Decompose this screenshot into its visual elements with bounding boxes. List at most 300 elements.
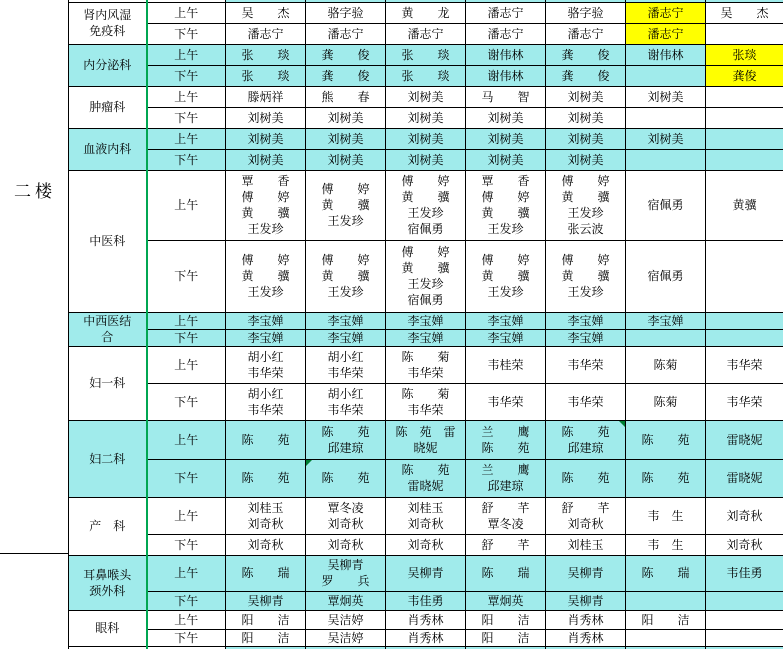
schedule-cell[interactable]	[466, 346, 546, 383]
schedule-cell[interactable]	[306, 107, 386, 128]
schedule-row	[69, 128, 783, 149]
schedule-cell[interactable]	[386, 555, 466, 591]
doctor-name-line: 吴 杰	[226, 5, 305, 21]
doctor-name-line: 王发珍	[306, 213, 385, 229]
schedule-cell[interactable]	[386, 44, 466, 65]
doctor-name-line: 刘树美	[386, 131, 465, 147]
doctor-name-line: 黄 骥	[546, 189, 625, 205]
schedule-cell[interactable]	[226, 312, 306, 329]
doctor-name-line: 张 琰	[226, 47, 305, 63]
time-cell[interactable]	[147, 240, 226, 312]
schedule-cell[interactable]	[306, 23, 386, 44]
department-cell[interactable]	[69, 86, 147, 128]
doctor-name-line: 刘树美	[306, 152, 385, 168]
time-label-line: 下午	[148, 630, 226, 646]
schedule-cell[interactable]	[306, 149, 386, 170]
floor-label[interactable]: 二楼	[4, 177, 66, 202]
schedule-cell[interactable]	[546, 497, 626, 534]
schedule-cell[interactable]	[306, 128, 386, 149]
doctor-name-line: 陈 苑	[306, 424, 385, 440]
schedule-cell[interactable]	[226, 610, 306, 629]
time-cell[interactable]	[147, 497, 226, 534]
schedule-cell[interactable]	[626, 610, 706, 629]
schedule-row	[69, 497, 783, 534]
time-label-line: 下午	[148, 110, 226, 126]
doctor-name-line: 李宝婵	[546, 313, 625, 329]
schedule-cell[interactable]	[626, 591, 706, 610]
doctor-name-line: 陈 瑞	[466, 565, 545, 581]
schedule-cell[interactable]	[226, 149, 306, 170]
schedule-cell[interactable]	[226, 329, 306, 346]
schedule-cell[interactable]	[626, 86, 706, 107]
doctor-name-line: 韦华荣	[306, 365, 385, 381]
time-label-line: 上午	[148, 47, 226, 63]
doctor-name-line: 黄骥	[706, 197, 783, 213]
schedule-cell[interactable]	[306, 329, 386, 346]
schedule-cell[interactable]	[466, 240, 546, 312]
schedule-cell[interactable]	[706, 555, 783, 591]
doctor-name-line: 宿佩勇	[626, 197, 705, 213]
schedule-cell[interactable]	[546, 459, 626, 497]
schedule-cell[interactable]	[546, 23, 626, 44]
schedule-cell[interactable]	[466, 149, 546, 170]
schedule-cell[interactable]	[626, 23, 706, 44]
schedule-cell[interactable]	[306, 383, 386, 420]
doctor-name-line: 王发珍	[466, 221, 545, 237]
doctor-name-line: 邱建琼	[306, 440, 385, 456]
doctor-name-line: 傅 婷	[466, 252, 545, 268]
schedule-cell[interactable]	[626, 128, 706, 149]
schedule-cell[interactable]	[306, 534, 386, 555]
schedule-cell[interactable]	[306, 2, 386, 23]
schedule-cell[interactable]	[546, 346, 626, 383]
schedule-cell[interactable]	[306, 312, 386, 329]
schedule-cell[interactable]	[226, 459, 306, 497]
schedule-cell[interactable]	[706, 329, 783, 346]
schedule-cell[interactable]	[386, 2, 466, 23]
schedule-cell[interactable]	[386, 107, 466, 128]
schedule-row	[69, 23, 783, 44]
schedule-row	[69, 240, 783, 312]
schedule-cell[interactable]	[466, 312, 546, 329]
doctor-name-line: 潘志宁	[626, 5, 705, 21]
doctor-name-line: 阳 洁	[226, 630, 305, 646]
schedule-row	[69, 420, 783, 459]
doctor-name-line: 黄 骥	[386, 189, 465, 205]
time-cell[interactable]	[147, 383, 226, 420]
doctor-name-line: 陈 苑	[306, 470, 385, 486]
department-cell[interactable]	[69, 420, 147, 497]
schedule-cell[interactable]	[306, 555, 386, 591]
schedule-cell[interactable]	[706, 107, 783, 128]
schedule-cell[interactable]	[706, 420, 783, 459]
doctor-name-line: 刘树美	[306, 131, 385, 147]
schedule-cell[interactable]	[706, 383, 783, 420]
schedule-cell[interactable]	[386, 170, 466, 240]
schedule-cell[interactable]	[706, 346, 783, 383]
time-cell[interactable]	[147, 170, 226, 240]
department-label-line: 合	[69, 329, 146, 345]
schedule-cell[interactable]	[466, 610, 546, 629]
doctor-name-line: 阳 洁	[626, 612, 705, 628]
doctor-name-line: 王发珍	[546, 205, 625, 221]
schedule-body	[69, 0, 783, 649]
schedule-cell[interactable]	[626, 497, 706, 534]
time-cell[interactable]	[147, 555, 226, 591]
time-cell[interactable]	[147, 459, 226, 497]
schedule-cell[interactable]	[626, 534, 706, 555]
schedule-table	[68, 0, 783, 649]
schedule-cell[interactable]	[706, 44, 783, 65]
schedule-cell[interactable]	[546, 534, 626, 555]
doctor-name-line: 滕炳祥	[226, 89, 305, 105]
schedule-cell[interactable]	[306, 170, 386, 240]
schedule-cell[interactable]	[706, 610, 783, 629]
doctor-name-line: 王发珍	[546, 284, 625, 300]
schedule-cell[interactable]	[546, 128, 626, 149]
schedule-cell[interactable]	[626, 383, 706, 420]
schedule-cell[interactable]	[386, 459, 466, 497]
schedule-cell[interactable]	[386, 497, 466, 534]
schedule-cell[interactable]	[706, 534, 783, 555]
doctor-name-line: 韦华荣	[226, 402, 305, 418]
time-cell[interactable]	[147, 107, 226, 128]
schedule-cell[interactable]	[306, 44, 386, 65]
schedule-cell[interactable]	[386, 86, 466, 107]
doctor-name-line: 潘志宁	[546, 26, 625, 42]
department-cell[interactable]	[69, 2, 147, 44]
schedule-cell[interactable]	[626, 149, 706, 170]
schedule-cell[interactable]	[546, 629, 626, 646]
schedule-cell[interactable]	[466, 497, 546, 534]
schedule-cell[interactable]	[226, 240, 306, 312]
time-label-line: 下午	[148, 268, 226, 284]
time-cell[interactable]	[147, 2, 226, 23]
schedule-row	[69, 149, 783, 170]
doctor-name-line: 李宝婵	[386, 313, 465, 329]
schedule-cell[interactable]	[466, 459, 546, 497]
schedule-cell[interactable]	[546, 591, 626, 610]
schedule-cell[interactable]	[626, 629, 706, 646]
doctor-name-line: 兰 鹰	[466, 462, 545, 478]
schedule-cell[interactable]	[546, 420, 626, 459]
schedule-cell[interactable]	[466, 420, 546, 459]
schedule-cell[interactable]	[226, 591, 306, 610]
time-cell[interactable]	[147, 629, 226, 646]
time-cell[interactable]	[147, 420, 226, 459]
schedule-cell[interactable]	[306, 610, 386, 629]
doctor-name-line: 陈 苑	[626, 470, 705, 486]
schedule-cell[interactable]	[546, 65, 626, 86]
schedule-cell[interactable]	[626, 420, 706, 459]
schedule-cell[interactable]	[306, 591, 386, 610]
schedule-cell[interactable]	[466, 591, 546, 610]
schedule-row	[69, 2, 783, 23]
doctor-name-line: 张 琰	[386, 47, 465, 63]
schedule-cell[interactable]	[546, 44, 626, 65]
schedule-cell[interactable]	[466, 65, 546, 86]
department-label-line: 眼科	[69, 620, 146, 636]
schedule-cell[interactable]	[706, 86, 783, 107]
schedule-cell[interactable]	[386, 629, 466, 646]
schedule-cell[interactable]	[226, 420, 306, 459]
doctor-name-line: 刘树美	[226, 110, 305, 126]
time-label-line: 上午	[148, 432, 226, 448]
doctor-name-line: 刘奇秋	[386, 537, 465, 553]
doctor-name-line: 韦华荣	[706, 357, 783, 373]
doctor-name-line: 刘树美	[386, 110, 465, 126]
schedule-cell[interactable]	[386, 591, 466, 610]
schedule-cell[interactable]	[306, 240, 386, 312]
department-label-line: 颈外科	[69, 583, 146, 599]
schedule-cell[interactable]	[626, 312, 706, 329]
time-cell[interactable]	[147, 312, 226, 329]
doctor-name-line: 覃 香	[226, 173, 305, 189]
doctor-name-line: 刘奇秋	[706, 508, 783, 524]
doctor-name-line: 刘桂玉	[386, 500, 465, 516]
schedule-cell[interactable]	[546, 240, 626, 312]
doctor-name-line: 雷晓妮	[706, 432, 783, 448]
doctor-name-line: 刘树美	[226, 131, 305, 147]
time-cell[interactable]	[147, 65, 226, 86]
schedule-cell[interactable]	[386, 610, 466, 629]
schedule-cell[interactable]	[706, 497, 783, 534]
schedule-cell[interactable]	[386, 420, 466, 459]
schedule-cell[interactable]	[306, 86, 386, 107]
schedule-cell[interactable]	[226, 65, 306, 86]
schedule-cell[interactable]	[546, 170, 626, 240]
schedule-cell[interactable]	[546, 86, 626, 107]
doctor-name-line: 陈 苑	[626, 432, 705, 448]
schedule-cell[interactable]	[706, 240, 783, 312]
time-cell[interactable]	[147, 23, 226, 44]
schedule-cell[interactable]	[706, 128, 783, 149]
schedule-cell[interactable]	[226, 497, 306, 534]
doctor-name-line: 雷晓妮	[706, 470, 783, 486]
schedule-cell[interactable]	[226, 383, 306, 420]
doctor-name-line: 陈 苑	[386, 462, 465, 478]
schedule-cell[interactable]	[226, 346, 306, 383]
department-cell[interactable]	[69, 555, 147, 610]
schedule-cell[interactable]	[306, 65, 386, 86]
time-label-line: 上午	[148, 357, 226, 373]
schedule-cell[interactable]	[386, 65, 466, 86]
doctor-name-line: 张 琰	[386, 68, 465, 84]
doctor-name-line: 舒 芊	[466, 500, 545, 516]
schedule-cell[interactable]	[306, 420, 386, 459]
schedule-cell[interactable]	[706, 312, 783, 329]
doctor-name-line: 刘奇秋	[706, 537, 783, 553]
schedule-cell[interactable]	[306, 629, 386, 646]
schedule-cell[interactable]	[706, 591, 783, 610]
schedule-cell[interactable]	[226, 534, 306, 555]
time-cell[interactable]	[147, 591, 226, 610]
time-label-line: 下午	[148, 537, 226, 553]
schedule-cell[interactable]	[706, 629, 783, 646]
schedule-cell[interactable]	[466, 23, 546, 44]
doctor-name-line: 肖秀林	[386, 630, 465, 646]
department-cell[interactable]	[69, 170, 147, 312]
schedule-cell[interactable]	[226, 107, 306, 128]
schedule-cell[interactable]	[466, 534, 546, 555]
schedule-cell[interactable]	[466, 44, 546, 65]
schedule-cell[interactable]	[546, 329, 626, 346]
doctor-name-line: 李宝婵	[546, 330, 625, 346]
doctor-name-line: 黄 龙	[386, 5, 465, 21]
schedule-cell[interactable]	[626, 459, 706, 497]
time-label-line: 上午	[148, 131, 226, 147]
department-label-line: 妇一科	[69, 375, 146, 391]
schedule-cell[interactable]	[386, 128, 466, 149]
doctor-name-line: 陈 瑞	[626, 565, 705, 581]
schedule-cell[interactable]	[386, 383, 466, 420]
doctor-name-line: 张琰	[706, 47, 783, 63]
schedule-cell[interactable]	[226, 23, 306, 44]
schedule-cell[interactable]	[626, 65, 706, 86]
schedule-row	[69, 555, 783, 591]
doctor-name-line: 韦华荣	[306, 402, 385, 418]
schedule-cell[interactable]	[626, 44, 706, 65]
schedule-cell[interactable]	[386, 23, 466, 44]
doctor-name-line: 阳 洁	[466, 612, 545, 628]
schedule-cell[interactable]	[226, 555, 306, 591]
doctor-name-line: 宿佩勇	[386, 221, 465, 237]
doctor-name-line: 陈 瑞	[226, 565, 305, 581]
schedule-cell[interactable]	[626, 2, 706, 23]
time-label-line: 上午	[148, 313, 226, 329]
schedule-cell[interactable]	[226, 44, 306, 65]
schedule-cell[interactable]	[226, 2, 306, 23]
schedule-cell[interactable]	[466, 629, 546, 646]
department-cell[interactable]	[69, 312, 147, 346]
schedule-cell[interactable]	[466, 329, 546, 346]
doctor-name-line: 刘桂玉	[546, 537, 625, 553]
doctor-name-line: 王发珍	[306, 284, 385, 300]
doctor-name-line: 黄 骥	[226, 205, 305, 221]
schedule-cell[interactable]	[626, 170, 706, 240]
department-label-line: 免疫科	[69, 23, 146, 39]
schedule-cell[interactable]	[706, 2, 783, 23]
time-cell[interactable]	[147, 128, 226, 149]
time-cell[interactable]	[147, 610, 226, 629]
schedule-cell[interactable]	[546, 107, 626, 128]
schedule-cell[interactable]	[386, 534, 466, 555]
schedule-cell[interactable]	[466, 170, 546, 240]
doctor-name-line: 罗 兵	[306, 573, 385, 589]
doctor-name-line: 黄 骥	[226, 268, 305, 284]
schedule-row	[69, 383, 783, 420]
doctor-name-line: 胡小红	[306, 349, 385, 365]
schedule-row	[69, 312, 783, 329]
doctor-name-line: 韦华荣	[546, 394, 625, 410]
time-cell[interactable]	[147, 44, 226, 65]
doctor-name-line: 李宝婵	[306, 313, 385, 329]
doctor-name-line: 潘志宁	[226, 26, 305, 42]
schedule-cell[interactable]	[626, 329, 706, 346]
schedule-cell[interactable]	[546, 149, 626, 170]
doctor-name-line: 覃炯英	[306, 593, 385, 609]
department-cell[interactable]	[69, 44, 147, 86]
schedule-cell[interactable]	[386, 240, 466, 312]
time-label-line: 上午	[148, 197, 226, 213]
schedule-cell[interactable]	[626, 346, 706, 383]
department-cell[interactable]	[69, 497, 147, 555]
schedule-cell[interactable]	[706, 149, 783, 170]
schedule-cell[interactable]	[546, 2, 626, 23]
doctor-name-line: 韦华荣	[706, 394, 783, 410]
department-cell[interactable]	[69, 610, 147, 646]
doctor-name-line: 覃炯英	[466, 593, 545, 609]
department-cell[interactable]	[69, 128, 147, 170]
time-cell[interactable]	[147, 149, 226, 170]
schedule-cell[interactable]	[226, 128, 306, 149]
doctor-name-line: 韦桂荣	[466, 357, 545, 373]
doctor-name-line: 黄 骥	[546, 268, 625, 284]
schedule-cell[interactable]	[626, 107, 706, 128]
schedule-cell[interactable]	[466, 86, 546, 107]
doctor-name-line: 韦华荣	[466, 394, 545, 410]
doctor-name-line: 韦佳勇	[706, 565, 783, 581]
schedule-cell[interactable]	[626, 555, 706, 591]
schedule-cell[interactable]	[386, 346, 466, 383]
schedule-cell[interactable]	[306, 497, 386, 534]
time-cell[interactable]	[147, 86, 226, 107]
schedule-cell[interactable]	[706, 170, 783, 240]
schedule-cell[interactable]	[546, 383, 626, 420]
time-cell[interactable]	[147, 346, 226, 383]
doctor-name-line: 兰 鹰	[466, 424, 545, 440]
schedule-cell[interactable]	[466, 383, 546, 420]
schedule-cell[interactable]	[226, 170, 306, 240]
doctor-name-line: 陈 苑	[226, 432, 305, 448]
department-cell[interactable]	[69, 346, 147, 420]
schedule-cell[interactable]	[466, 2, 546, 23]
time-label-line: 上午	[148, 89, 226, 105]
schedule-cell[interactable]	[546, 312, 626, 329]
doctor-name-line: 刘树美	[546, 131, 625, 147]
department-label-line: 妇二科	[69, 451, 146, 467]
schedule-cell[interactable]	[226, 86, 306, 107]
doctor-name-line: 潘志宁	[466, 5, 545, 21]
schedule-cell[interactable]	[386, 149, 466, 170]
schedule-cell[interactable]	[546, 610, 626, 629]
schedule-cell[interactable]	[466, 128, 546, 149]
schedule-cell[interactable]	[706, 23, 783, 44]
schedule-row	[69, 591, 783, 610]
schedule-cell[interactable]	[546, 555, 626, 591]
doctor-name-line: 龚 俊	[306, 68, 385, 84]
schedule-cell[interactable]	[306, 459, 386, 497]
schedule-cell[interactable]	[386, 329, 466, 346]
doctor-name-line: 刘奇秋	[306, 516, 385, 532]
doctor-name-line: 李宝婵	[306, 330, 385, 346]
time-cell[interactable]	[147, 534, 226, 555]
schedule-cell[interactable]	[226, 629, 306, 646]
schedule-cell[interactable]	[466, 555, 546, 591]
schedule-cell[interactable]	[706, 65, 783, 86]
schedule-cell[interactable]	[386, 312, 466, 329]
doctor-name-line: 谢伟林	[626, 47, 705, 63]
schedule-cell[interactable]	[306, 346, 386, 383]
doctor-name-line: 胡小红	[226, 386, 305, 402]
schedule-cell[interactable]	[626, 240, 706, 312]
schedule-cell[interactable]	[466, 107, 546, 128]
time-cell[interactable]	[147, 329, 226, 346]
schedule-cell[interactable]	[706, 459, 783, 497]
doctor-name-line: 骆字验	[306, 5, 385, 21]
doctor-name-line: 刘奇秋	[226, 537, 305, 553]
doctor-name-line: 吴洁婷	[306, 612, 385, 628]
